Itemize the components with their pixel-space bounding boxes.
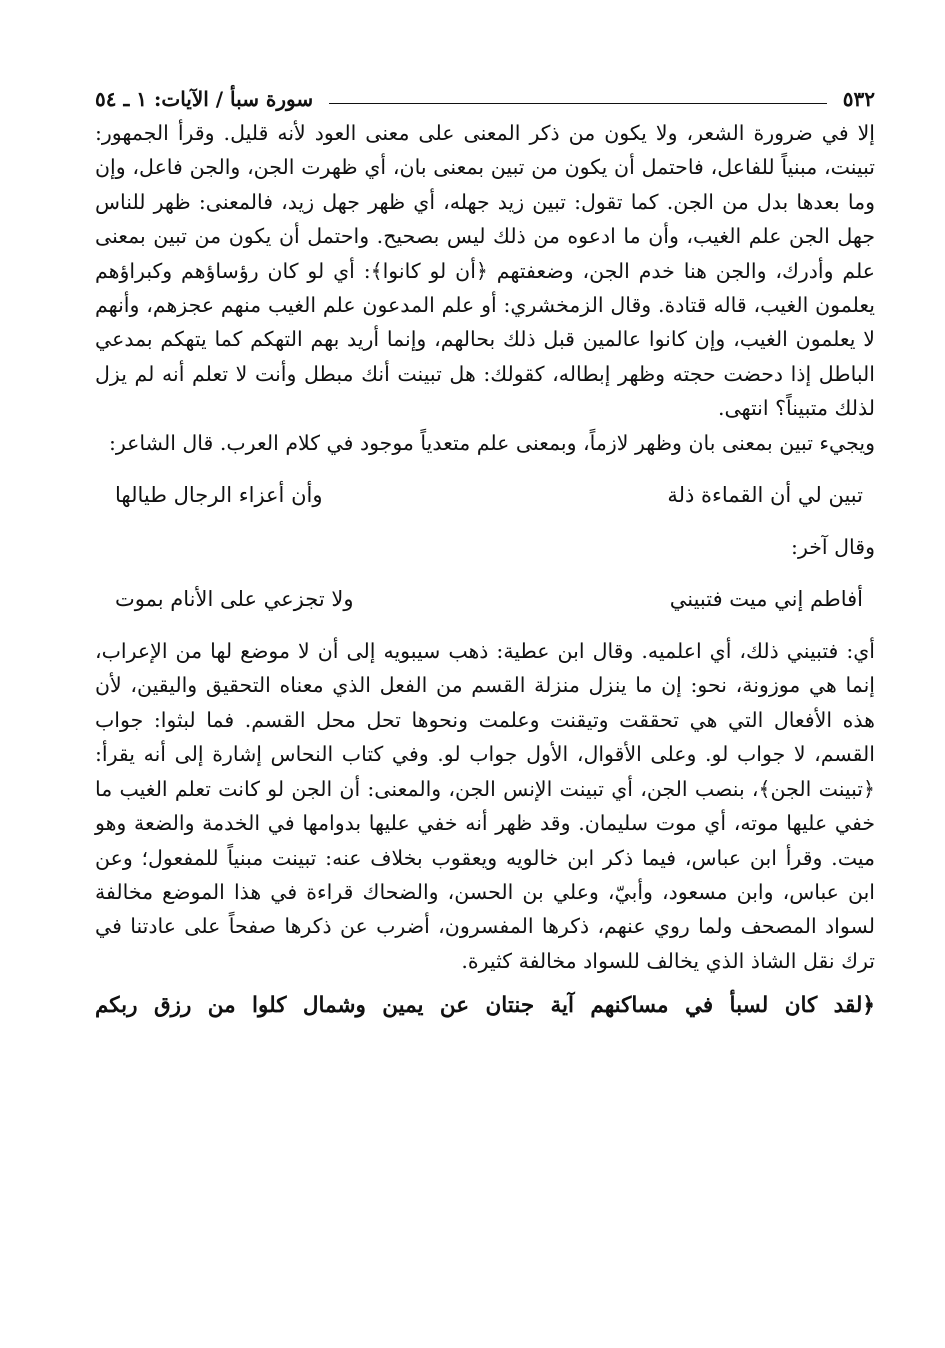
page <box>95 82 875 1024</box>
verse-1-right-hemistich: تبين لي أن القماءة ذلة <box>667 483 863 508</box>
paragraph-2: ويجيء تبين بمعنى بان وظهر لازماً، وبمعنى علم متعدياً موجود في كلام العرب. قال الشاعر: <box>108 430 875 455</box>
verse-2-left-hemistich: ولا تجزعي على الأنام بموت <box>115 587 354 612</box>
page-number: ٥٣٢ <box>842 87 875 111</box>
verse-1-left-hemistich: وأن أعزاء الرجال طيالها <box>115 483 323 508</box>
verse-2-intro: وقال آخر: <box>791 535 875 560</box>
poetry-verse-1 <box>95 478 875 512</box>
header-rule <box>329 103 827 104</box>
surah-title: سورة سبأ / الآيات: ١ ـ ٥٤ <box>95 87 314 111</box>
paragraph-1: إلا في ضرورة الشعر، ولا يكون من ذكر المعنى على معنى العود لأنه قليل. وقرأ الجمهور: تبينت، مبنياً للفاعل، فاحتمل أن يكون من تبين بمعنى بان، أي ظهرت الجن، والجن فاعل، وإن وما بعدها بدل من الجن. كما تقول: تبين زيد جهله، أي ظهر جهل زيد، فالمعنى: ظهر للناس جهل الجن علم الغيب، وأن ما ادعوه من ذلك ليس بصحيح. واحتمل أن يكون من تبين بمعنى علم وأدرك، والجن هنا خدم الجن، وضعفتهم ﴿أن لو كانوا﴾: أي لو كان رؤساؤهم وكبراؤهم يعلمون الغيب، قاله قتادة. وقال الزمخشري: أو علم المدعون علم الغيب منهم عجزهم، وأنهم لا يعلمون الغيب، وإن كانوا عالمين قبل ذلك بحالهم، وإنما أريد بهم التهكم كما يتهكم بمدعي الباطل إذا دحضت حجته وظهر إبطاله، كقولك: هل تبينت أنك مبطل وأنت لا تعلم أنه لم يزل لذلك متبيناً؟ انتهى. <box>95 121 875 421</box>
paragraph-3: أي: فتبيني ذلك، أي اعلميه. وقال ابن عطية: ذهب سيبويه إلى أن لا موضع لها من الإعراب، إنما هي موزونة، نحو: إن ما ينزل منزلة القسم من الفعل الذي معناه التحقيق واليقين، لأن هذه الأفعال التي هي تحققت وتيقنت وعلمت ونحوها تحل محل القسم. فما لبثوا: جواب القسم، لا جواب لو. وعلى الأقوال، الأول جواب لو. وفي كتاب النحاس إشارة إلى أنه يقرأ: ﴿تبينت الجن﴾، بنصب الجن، أي تبينت الإنس الجن، والمعنى: أن الجن لو كانت تعلم الغيب ما خفي عليها موته، أي موت سليمان. وقد ظهر أنه خفي عليها بدوامها في الخدمة والضعة وهو ميت. وقرأ ابن عباس، فيما ذكر ابن خالويه ويعقوب بخلاف عنه: تبينت مبنياً للمفعول؛ وعن ابن عباس، وابن مسعود، وأبيّ، وعلي بن الحسن، والضحاك قراءة في هذا الموضع مخالفة لسواد المصحف ولما روي عنهم، ذكرها المفسرون، أضرب عن ذكرها صفحاً على عادتنا في ترك نقل الشاذ الذي يخالف للسواد مخالفة كثيرة. <box>95 639 875 973</box>
quran-verse-line: ﴿لقد كان لسبأ في مساكنهم آية جنتان عن يمين وشمال كلوا من رزق ربكم <box>95 993 875 1019</box>
page-header <box>95 82 875 116</box>
poetry-verse-2 <box>95 582 875 616</box>
verse-2-right-hemistich: أفاطم إني ميت فتبيني <box>669 587 863 612</box>
